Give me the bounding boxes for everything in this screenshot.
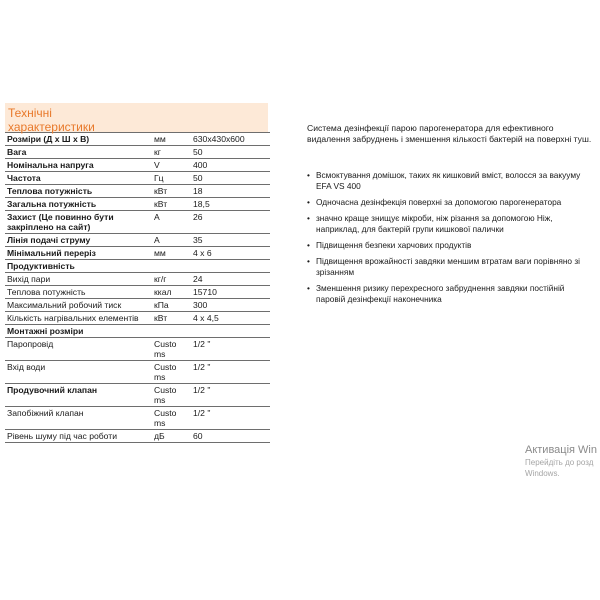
spec-row [5,325,270,338]
spec-value: 630x430x600 [191,133,270,146]
spec-unit [152,325,191,338]
feature-item [307,283,592,305]
activation-title: Активація Win [525,444,597,456]
activation-line1: Перейдіть до розд [525,458,594,467]
spec-value: 1/2 " [191,384,270,407]
feature-item [307,240,592,251]
spec-unit: кВт [152,185,191,198]
spec-row [5,260,270,273]
description-panel [307,123,592,310]
spec-value: 400 [191,159,270,172]
spec-name: Продувочний клапан [5,384,152,407]
spec-row [5,234,270,247]
spec-row [5,312,270,325]
spec-value [191,260,270,273]
spec-name: Теплова потужність [5,286,152,299]
spec-value: 50 [191,146,270,159]
feature-item [307,213,592,235]
spec-name: Загальна потужність [5,198,152,211]
spec-value: 18 [191,185,270,198]
spec-row [5,198,270,211]
spec-row [5,273,270,286]
spec-name: Теплова потужність [5,185,152,198]
spec-unit: кг/г [152,273,191,286]
spec-unit: Custo ms [152,338,191,361]
spec-value: 4 x 6 [191,247,270,260]
bullet-icon: • [307,240,310,250]
spec-row [5,146,270,159]
spec-row [5,361,270,384]
spec-value: 1/2 " [191,407,270,430]
spec-name: Паропровід [5,338,152,361]
windows-activation-watermark [525,444,600,479]
bullet-icon: • [307,197,310,207]
spec-row [5,286,270,299]
spec-table [5,132,270,443]
spec-name: Продуктивність [5,260,152,273]
feature-text: Одночасна дезінфекція поверхні за допомогою парогенератора [316,197,562,207]
feature-text: значно краще знищує мікроби, ніж різання за допомогою Ніж, наприклад, для бактерій групи кишкової палички [316,213,553,234]
spec-title-line2: характеристики [8,120,95,134]
spec-unit: кВт [152,312,191,325]
bullet-icon: • [307,170,310,180]
spec-value: 300 [191,299,270,312]
spec-name: Кількість нагрівальних елементів [5,312,152,325]
spec-row [5,185,270,198]
spec-row [5,211,270,234]
spec-unit: ккал [152,286,191,299]
feature-item [307,256,592,278]
spec-unit: мм [152,247,191,260]
feature-text: Всмоктування домішок, таких як кишковий вміст, волосся за вакууму EFA VS 400 [316,170,581,191]
spec-value: 18,5 [191,198,270,211]
spec-value: 4 x 4,5 [191,312,270,325]
spec-value: 60 [191,430,270,443]
description-intro: Система дезінфекції парою парогенератора для ефективного видалення забруднень і зменшення кількості бактерій на поверхні туш. [307,123,592,144]
spec-name: Вихід пари [5,273,152,286]
spec-unit: мм [152,133,191,146]
spec-value: 15710 [191,286,270,299]
spec-value: 1/2 " [191,338,270,361]
spec-value: 50 [191,172,270,185]
spec-unit [152,260,191,273]
spec-panel [5,103,268,443]
spec-unit: А [152,211,191,234]
spec-header [5,103,268,132]
feature-text: Зменшення ризику перехресного забруднення завдяки постійній паровій дезінфекції наконечника [316,283,565,304]
spec-value: 26 [191,211,270,234]
spec-unit: кг [152,146,191,159]
spec-unit: V [152,159,191,172]
spec-name: Лінія подачі струму [5,234,152,247]
spec-name: Монтажні розміри [5,325,152,338]
spec-unit: Custo ms [152,361,191,384]
spec-name: Максимальний робочий тиск [5,299,152,312]
spec-unit: дБ [152,430,191,443]
spec-row [5,407,270,430]
feature-item [307,197,592,208]
spec-row [5,430,270,443]
feature-text: Підвищення безпеки харчових продуктів [316,240,472,250]
spec-unit: А [152,234,191,247]
bullet-icon: • [307,283,310,293]
spec-unit: Custo ms [152,384,191,407]
spec-row [5,299,270,312]
spec-row [5,133,270,146]
spec-row [5,172,270,185]
spec-value: 1/2 " [191,361,270,384]
spec-name: Частота [5,172,152,185]
spec-name: Розміри (Д х Ш х В) [5,133,152,146]
spec-unit: кВт [152,198,191,211]
spec-unit: Custo ms [152,407,191,430]
spec-name: Вхід води [5,361,152,384]
spec-name: Захист (Це повинно бути закріплено на сайт) [5,211,152,234]
spec-row [5,338,270,361]
spec-row [5,159,270,172]
bullet-icon: • [307,256,310,266]
spec-name: Рівень шуму під час роботи [5,430,152,443]
feature-text: Підвищення врожайності завдяки меншим втратам ваги порівняно зі зрізанням [316,256,580,277]
spec-value: 24 [191,273,270,286]
spec-name: Мінімальний переріз [5,247,152,260]
spec-row [5,384,270,407]
spec-value: 35 [191,234,270,247]
feature-item [307,170,592,192]
bullet-icon: • [307,213,310,223]
spec-value [191,325,270,338]
spec-title-line1: Технічні [8,106,52,120]
spec-unit: кПа [152,299,191,312]
spec-name: Номінальна напруга [5,159,152,172]
feature-list [307,170,592,305]
spec-unit: Гц [152,172,191,185]
spec-row [5,247,270,260]
spec-name: Запобіжний клапан [5,407,152,430]
activation-line2: Windows. [525,469,560,478]
spec-name: Вага [5,146,152,159]
